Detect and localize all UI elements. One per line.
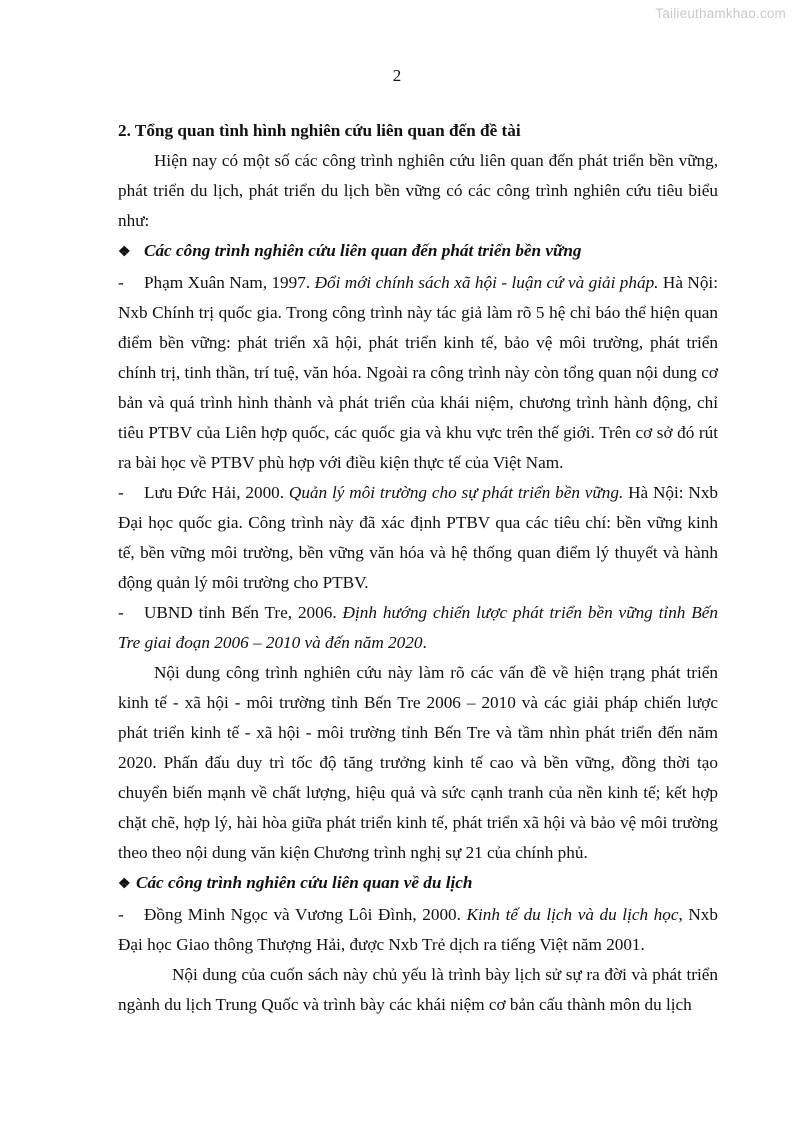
dash-marker: - — [118, 905, 124, 924]
subsection-title-tourism — [118, 868, 718, 900]
body-paragraph: Nội dung của cuốn sách này chủ yếu là trình bày lịch sử sự ra đời và phát triển ngành du lịch Trung Quốc và trình bày các khái niệm cơ bản cấu thành môn du lịch — [118, 965, 718, 1014]
dash-marker: - — [118, 483, 124, 502]
reference-author: Phạm Xuân Nam, 1997. — [144, 273, 315, 292]
reference-item — [118, 268, 718, 478]
subsection-title-sustainable — [118, 236, 718, 268]
body-paragraph: Nội dung công trình nghiên cứu này làm rõ các vấn đề về hiện trạng phát triển kinh tế - xã hội - môi trường tỉnh Bến Tre 2006 – 2010 và các giải pháp chiến lược phát triển kinh tế - xã hội - môi trường tỉnh Bến Tre và tầm nhìn phát triển đến năm 2020. Phấn đấu duy trì tốc độ tăng trưởng kinh tế cao và bền vững, đồng thời tạo chuyển biến mạnh về chất lượng, hiệu quả và sức cạnh tranh của nền kinh tế; kết hợp chặt chẽ, hợp lý, hài hòa giữa phát triển kinh tế, phát triển xã hội và bảo vệ môi trường theo theo nội dung văn kiện Chương trình nghị sự 21 của chính phủ. — [118, 663, 718, 862]
reference-title: Kinh tế du lịch và du lịch học — [466, 905, 679, 924]
reference-title: Đổi mới chính sách xã hội - luận cứ và giải pháp. — [314, 273, 659, 292]
reference-title: Định hướng chiến lược phát triển bền vững tỉnh Bến Tre giai đoạn 2006 – 2010 và đến năm 2020 — [118, 603, 719, 652]
reference-description: . — [422, 633, 427, 652]
reference-author: UBND tỉnh Bến Tre, 2006. — [144, 603, 343, 622]
subsection-title-text: Các công trình nghiên cứu liên quan về du lịch — [136, 873, 473, 892]
reference-description: , Nxb Đại học Giao thông Thượng Hải, được Nxb Trẻ dịch ra tiếng Việt năm 2001. — [118, 905, 718, 954]
reference-description: Hà Nội: Nxb Chính trị quốc gia. Trong công trình này tác giả làm rõ 5 hệ chỉ báo thể hiện quan điểm bền vững: phát triển xã hội, phát triển kinh tế, bảo vệ môi trường, phát triển chính trị, tinh thần, trí tuệ, văn hóa. Ngoài ra công trình này còn tổng quan nội dung cơ bản và quá trình hình thành và phát triển của khái niệm, chương trình hành động, chỉ tiêu PTBV của Liên hợp quốc, các quốc gia và khu vực trên thế giới. Trên cơ sở đó rút ra bài học về PTBV phù hợp với điều kiện thực tế của Việt Nam. — [118, 273, 718, 472]
diamond-bullet-icon: ❖ — [118, 245, 131, 260]
reference-title: Quản lý môi trường cho sự phát triển bền vững. — [288, 483, 624, 502]
dash-marker: - — [118, 603, 124, 622]
section-heading: 2. Tổng quan tình hình nghiên cứu liên quan đến đề tài — [118, 121, 521, 140]
watermark: Tailieuthamkhao.com — [655, 6, 786, 21]
page-number: 2 — [392, 66, 402, 85]
reference-item — [118, 900, 718, 960]
reference-author: Đồng Minh Ngọc và Vương Lôi Đình, 2000. — [144, 905, 467, 924]
intro-paragraph: Hiện nay có một số các công trình nghiên cứu liên quan đến phát triển bền vững, phát triển du lịch, phát triển du lịch bền vững có các công trình nghiên cứu tiêu biểu như: — [118, 151, 718, 230]
diamond-bullet-icon: ❖ — [118, 877, 131, 892]
reference-author: Lưu Đức Hải, 2000. — [144, 483, 289, 502]
reference-description: Hà Nội: Nxb Đại học quốc gia. Công trình này đã xác định PTBV qua các tiêu chí: bền vững kinh tế, bền vững môi trường, bền vững văn hóa và hệ thống quan điểm lý thuyết và hành động quản lý môi trường cho PTBV. — [118, 483, 719, 592]
reference-item — [118, 598, 718, 658]
document-body — [118, 116, 718, 1020]
reference-item — [118, 478, 718, 598]
dash-marker: - — [118, 273, 124, 292]
subsection-title-text: Các công trình nghiên cứu liên quan đến phát triển bền vững — [144, 241, 582, 260]
